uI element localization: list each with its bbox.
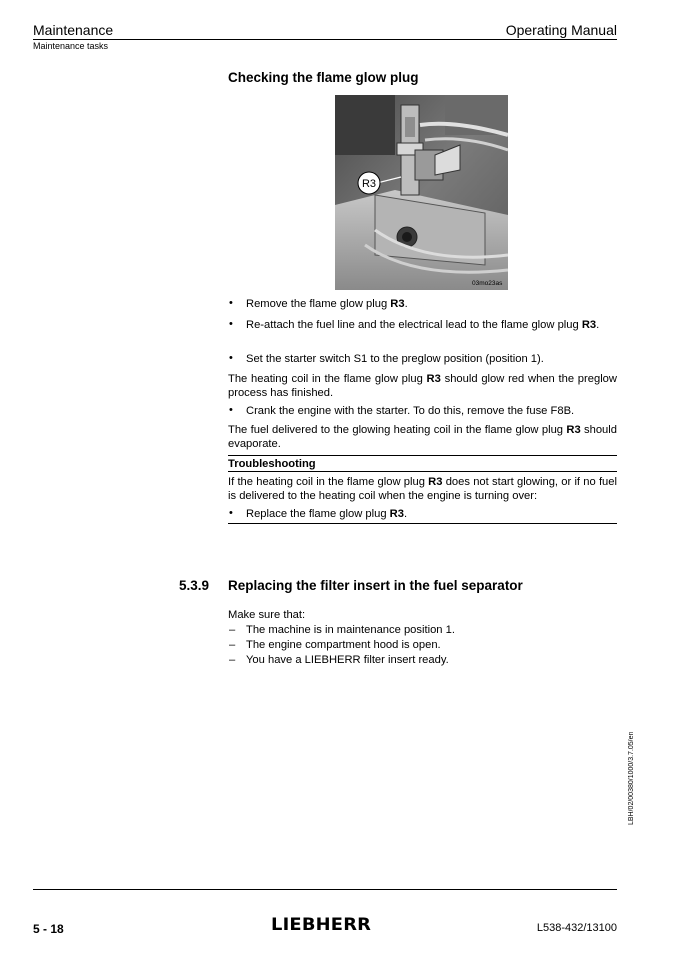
troubleshooting-heading: Troubleshooting: [228, 458, 316, 470]
bullet-marker: •: [229, 404, 233, 416]
dash-marker: –: [229, 624, 236, 636]
bullet-marker: •: [229, 352, 233, 364]
bullet-marker: •: [229, 318, 233, 330]
document-code-vertical: LBH/02/00380/1000/3.7.05/en: [628, 731, 635, 825]
filter-intro: Make sure that:: [228, 609, 306, 621]
figure-label-r3: R3: [361, 178, 377, 190]
prerequisite-item: The engine compartment hood is open.: [246, 639, 441, 651]
prerequisite-item: You have a LIEBHERR filter insert ready.: [246, 654, 449, 666]
paragraph-evaporate: The fuel delivered to the glowing heating coil in the flame glow plug R3 should evaporate.: [228, 424, 617, 450]
page-number: 5 - 18: [33, 922, 64, 936]
troubleshooting-heading-rule: [228, 471, 617, 472]
instruction-remove-plug: Remove the flame glow plug R3.: [246, 298, 408, 310]
figure-code: 03mo23as: [472, 280, 503, 287]
footer-rule: [33, 889, 617, 890]
header-rule: [33, 39, 617, 40]
instruction-starter-switch: Set the starter switch S1 to the preglow position (position 1).: [246, 353, 544, 365]
dash-marker: –: [229, 639, 236, 651]
troubleshooting-replace: Replace the flame glow plug R3.: [246, 508, 408, 520]
header-section-title: Maintenance: [33, 22, 114, 38]
engine-photo: [335, 95, 508, 290]
instruction-crank-engine: Crank the engine with the starter. To do this, remove the fuse F8B.: [246, 405, 575, 417]
troubleshooting-text: If the heating coil in the flame glow plug R3 does not start glowing, or if no fuel is delivered to the heating coil when the engine is turning over:: [228, 476, 617, 502]
section-number: 5.3.9: [179, 578, 210, 593]
liebherr-logo: LIEBHERR: [271, 915, 372, 935]
model-number: L538-432/13100: [536, 922, 617, 934]
bullet-marker: •: [229, 297, 233, 309]
section-title-filter: Replacing the filter insert in the fuel separator: [228, 578, 523, 593]
header-manual-title: Operating Manual: [505, 22, 617, 38]
instruction-reattach: Re-attach the fuel line and the electrical lead to the flame glow plug R3.: [246, 319, 600, 331]
paragraph-glow-red: The heating coil in the flame glow plug R3 should glow red when the preglow process has finished.: [228, 373, 617, 399]
bullet-marker: •: [229, 507, 233, 519]
troubleshooting-bottom-rule: [228, 523, 617, 524]
header-subtitle: Maintenance tasks: [33, 41, 109, 51]
section-title-check: Checking the flame glow plug: [228, 70, 419, 85]
troubleshooting-top-rule: [228, 455, 617, 456]
dash-marker: –: [229, 654, 236, 666]
prerequisite-item: The machine is in maintenance position 1.: [246, 624, 455, 636]
